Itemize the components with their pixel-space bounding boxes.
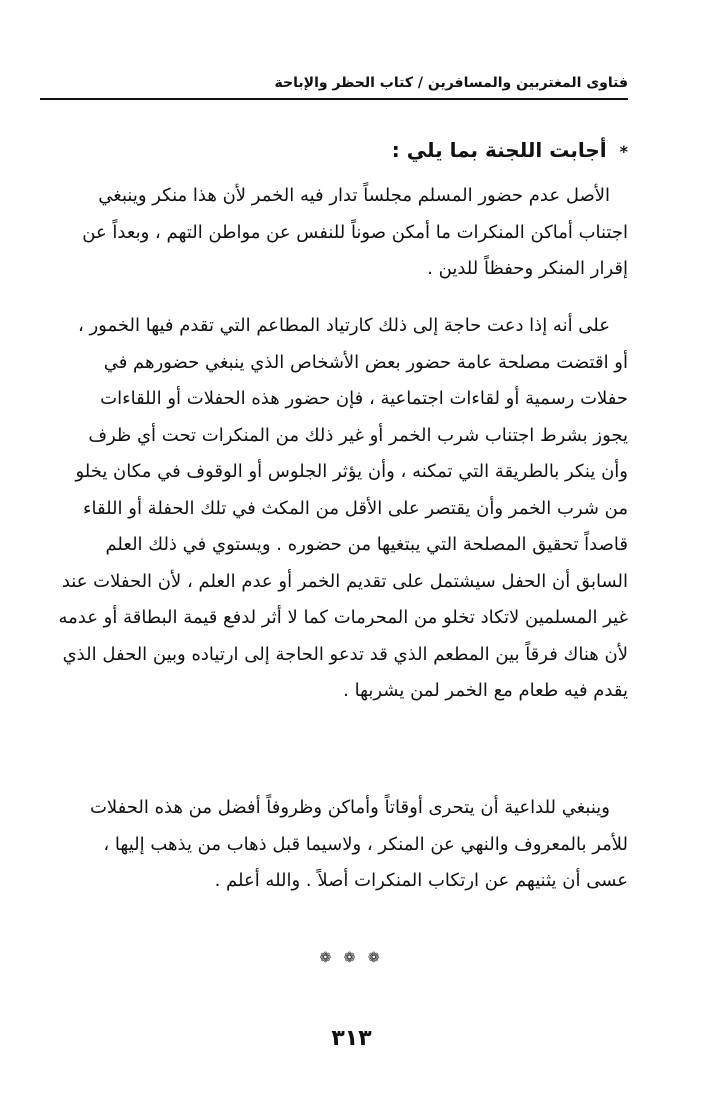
paragraph-line: اجتناب أماكن المنكرات ما أمكن صوناً للنفس عن مواطن التهم ، وبعداً عن xyxy=(82,221,628,243)
paragraph-line: على أنه إذا دعت حاجة إلى ذلك كارتياد المطاعم التي تقدم فيها الخمور ، xyxy=(77,315,610,336)
paragraph-line: عسى أن يثنيهم عن ارتكاب المنكرات أصلاً . والله أعلم . xyxy=(214,870,628,891)
paragraph-line: حفلات رسمية أو لقاءات اجتماعية ، فإن حضور هذه الحفلات أو اللقاءات xyxy=(100,388,628,409)
page-number: ٣١٣ xyxy=(331,1026,372,1051)
paragraph-3 xyxy=(40,790,628,900)
paragraph-line: يجوز بشرط اجتناب شرب الخمر أو غير ذلك من المنكرات تحت أي ظرف xyxy=(88,424,628,446)
paragraph-line: وأن ينكر بالطريقة التي تمكنه ، وأن يؤثر الجلوس أو الوقوف في مكان يخلو xyxy=(75,461,628,482)
paragraph-line: غير المسلمين لاتكاد تخلو من المحرمات كما لا أثر لدفع قيمة البطاقة أو عدمه xyxy=(58,607,628,628)
answer-heading-text: أجابت اللجنة بما يلي : xyxy=(391,138,607,162)
section-ornament: ❁ ❁ ❁ xyxy=(319,950,384,966)
paragraph-line: لأن هناك فرقاً بين المطعم الذي قد تدعو الحاجة إلى ارتياده وبين الحفل الذي xyxy=(62,643,628,665)
paragraph-line: أو اقتضت مصلحة عامة حضور بعض الأشخاص الذي ينبغي حضورهم في xyxy=(103,351,628,373)
paragraph-line: وينبغي للداعية أن يتحرى أوقاتاً وأماكن وظروفاً أفضل من هذه الحفلات xyxy=(89,797,610,818)
paragraph-line: إقرار المنكر وحفظاً للدين . xyxy=(427,258,628,279)
paragraph-1 xyxy=(40,178,628,288)
heading-bullet: * xyxy=(619,142,628,161)
running-header-title: فتاوى المغتربين والمسافرين / كتاب الحظر والإباحة xyxy=(274,75,628,91)
paragraph-2 xyxy=(40,308,628,710)
paragraph-line: من شرب الخمر وأن يقتصر على الأقل من المكث في تلك الحفلة أو اللقاء xyxy=(83,497,628,519)
running-header xyxy=(40,72,628,100)
paragraph-line: السابق أن الحفل سيشتمل على تقديم الخمر أو عدم العلم ، لأن الحفلات عند xyxy=(61,570,628,592)
paragraph-line: يقدم فيه طعام مع الخمر لمن يشربها . xyxy=(343,680,628,701)
paragraph-line: قاصداً تحقيق المصلحة التي يبتغيها من حضوره . ويستوي في ذلك العلم xyxy=(105,534,628,555)
answer-heading xyxy=(40,135,628,167)
paragraph-line: للأمر بالمعروف والنهي عن المنكر ، ولاسيما قبل ذهاب من يذهب إليها ، xyxy=(103,833,628,855)
paragraph-line: الأصل عدم حضور المسلم مجلساً تدار فيه الخمر لأن هذا منكر وينبغي xyxy=(98,185,610,206)
